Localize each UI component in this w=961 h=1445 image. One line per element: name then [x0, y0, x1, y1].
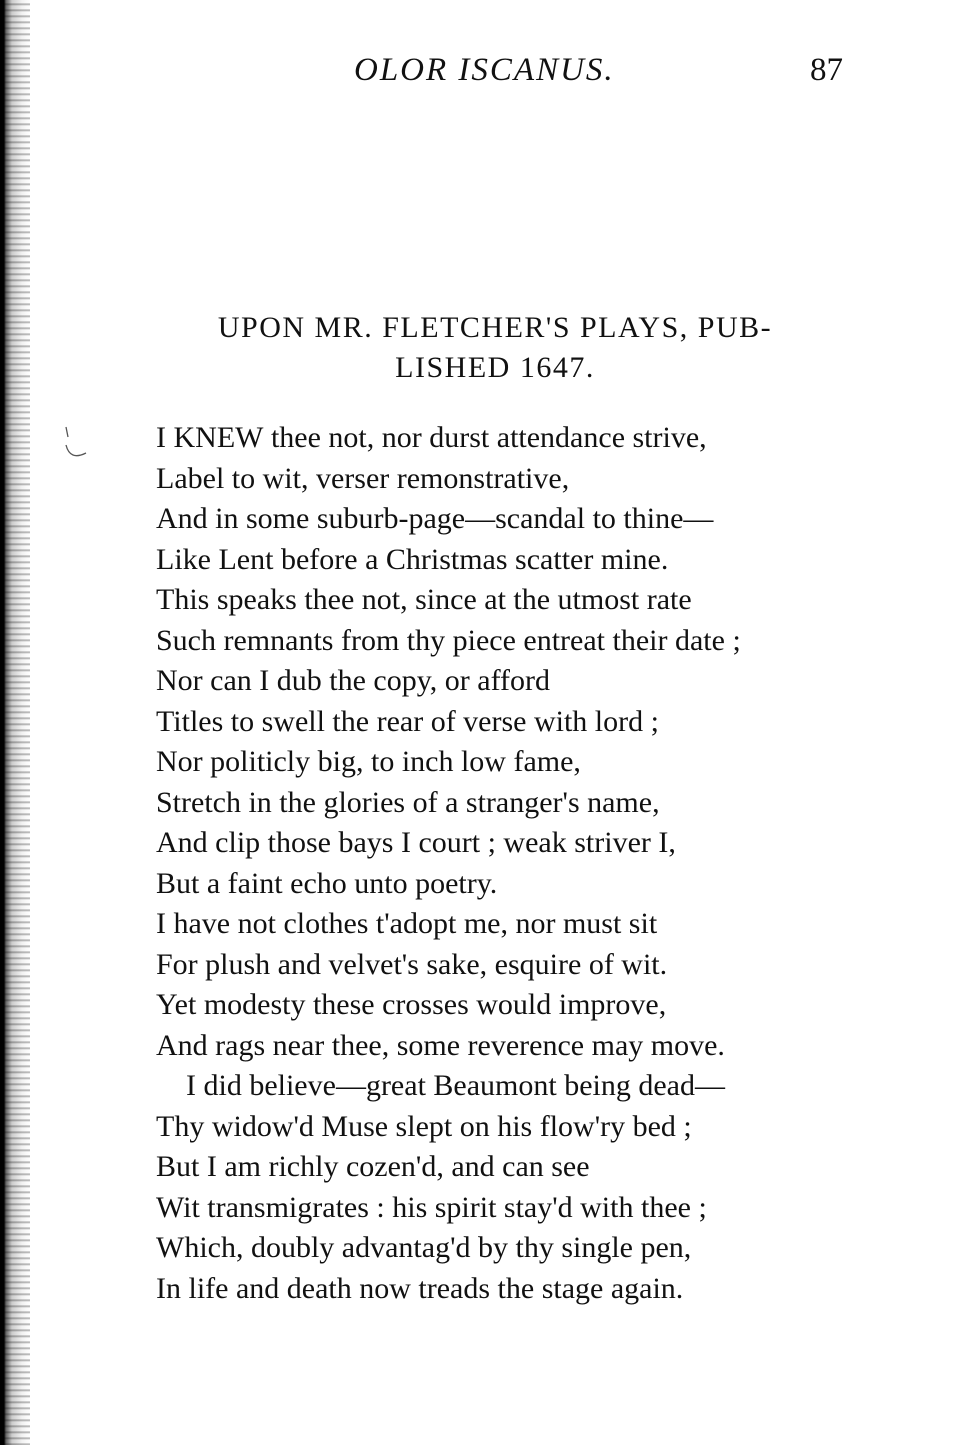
poem-body: [156, 418, 876, 1309]
poem-line: In life and death now treads the stage again.: [156, 1271, 684, 1305]
poem-line: [156, 418, 876, 459]
poem-line: Nor can I dub the copy, or afford: [156, 664, 551, 697]
poem-line: Wit transmigrates : his spirit stay'd with thee ;: [156, 1190, 707, 1224]
poem-title: [150, 308, 840, 388]
margin-pencil-mark: [60, 425, 90, 470]
poem-title-line-2: LISHED 1647.: [395, 351, 595, 384]
poem-line: But I am richly cozen'd, and can see: [156, 1150, 590, 1183]
poem-line: And rags near thee, some reverence may move.: [156, 1028, 725, 1062]
running-head: [0, 52, 961, 100]
poem-line: This speaks thee not, since at the utmost rate: [156, 583, 692, 616]
poem-line: I did believe—great Beaumont being dead—: [186, 1069, 725, 1102]
running-title: OLOR ISCANUS.: [354, 52, 615, 88]
poem-line: For plush and velvet's sake, esquire of wit.: [156, 947, 668, 981]
poem-line: Yet modesty these crosses would improve,: [156, 988, 667, 1021]
poem-line: And clip those bays I court ; weak striver I,: [156, 826, 676, 859]
poem-line: But a faint echo unto poetry.: [156, 866, 498, 900]
poem-line: Stretch in the glories of a stranger's name,: [156, 785, 660, 819]
poem-line: Titles to swell the rear of verse with lord ;: [156, 704, 659, 738]
poem-line: Which, doubly advantag'd by thy single pen,: [156, 1231, 692, 1264]
poem-title-line-1: UPON MR. FLETCHER'S PLAYS, PUB-: [217, 311, 773, 344]
poem-line: Like Lent before a Christmas scatter mine.: [156, 542, 669, 576]
page-edge-shadow: [0, 0, 30, 1445]
poem-line: I have not clothes t'adopt me, nor must sit: [156, 907, 658, 940]
poem-line: Thy widow'd Muse slept on his flow'ry bed ;: [156, 1109, 692, 1143]
poem-line: Label to wit, verser remonstrative,: [156, 461, 570, 495]
poem-line: And in some suburb-page—scandal to thine—: [156, 502, 714, 535]
poem-line: Nor politicly big, to inch low fame,: [156, 745, 581, 778]
poem-line-text: thee not, nor durst attendance strive,: [263, 421, 707, 454]
poem-line: Such remnants from thy piece entreat their date ;: [156, 623, 741, 657]
first-word-caps: I KNEW: [156, 421, 264, 454]
page-number: 87: [810, 52, 843, 88]
